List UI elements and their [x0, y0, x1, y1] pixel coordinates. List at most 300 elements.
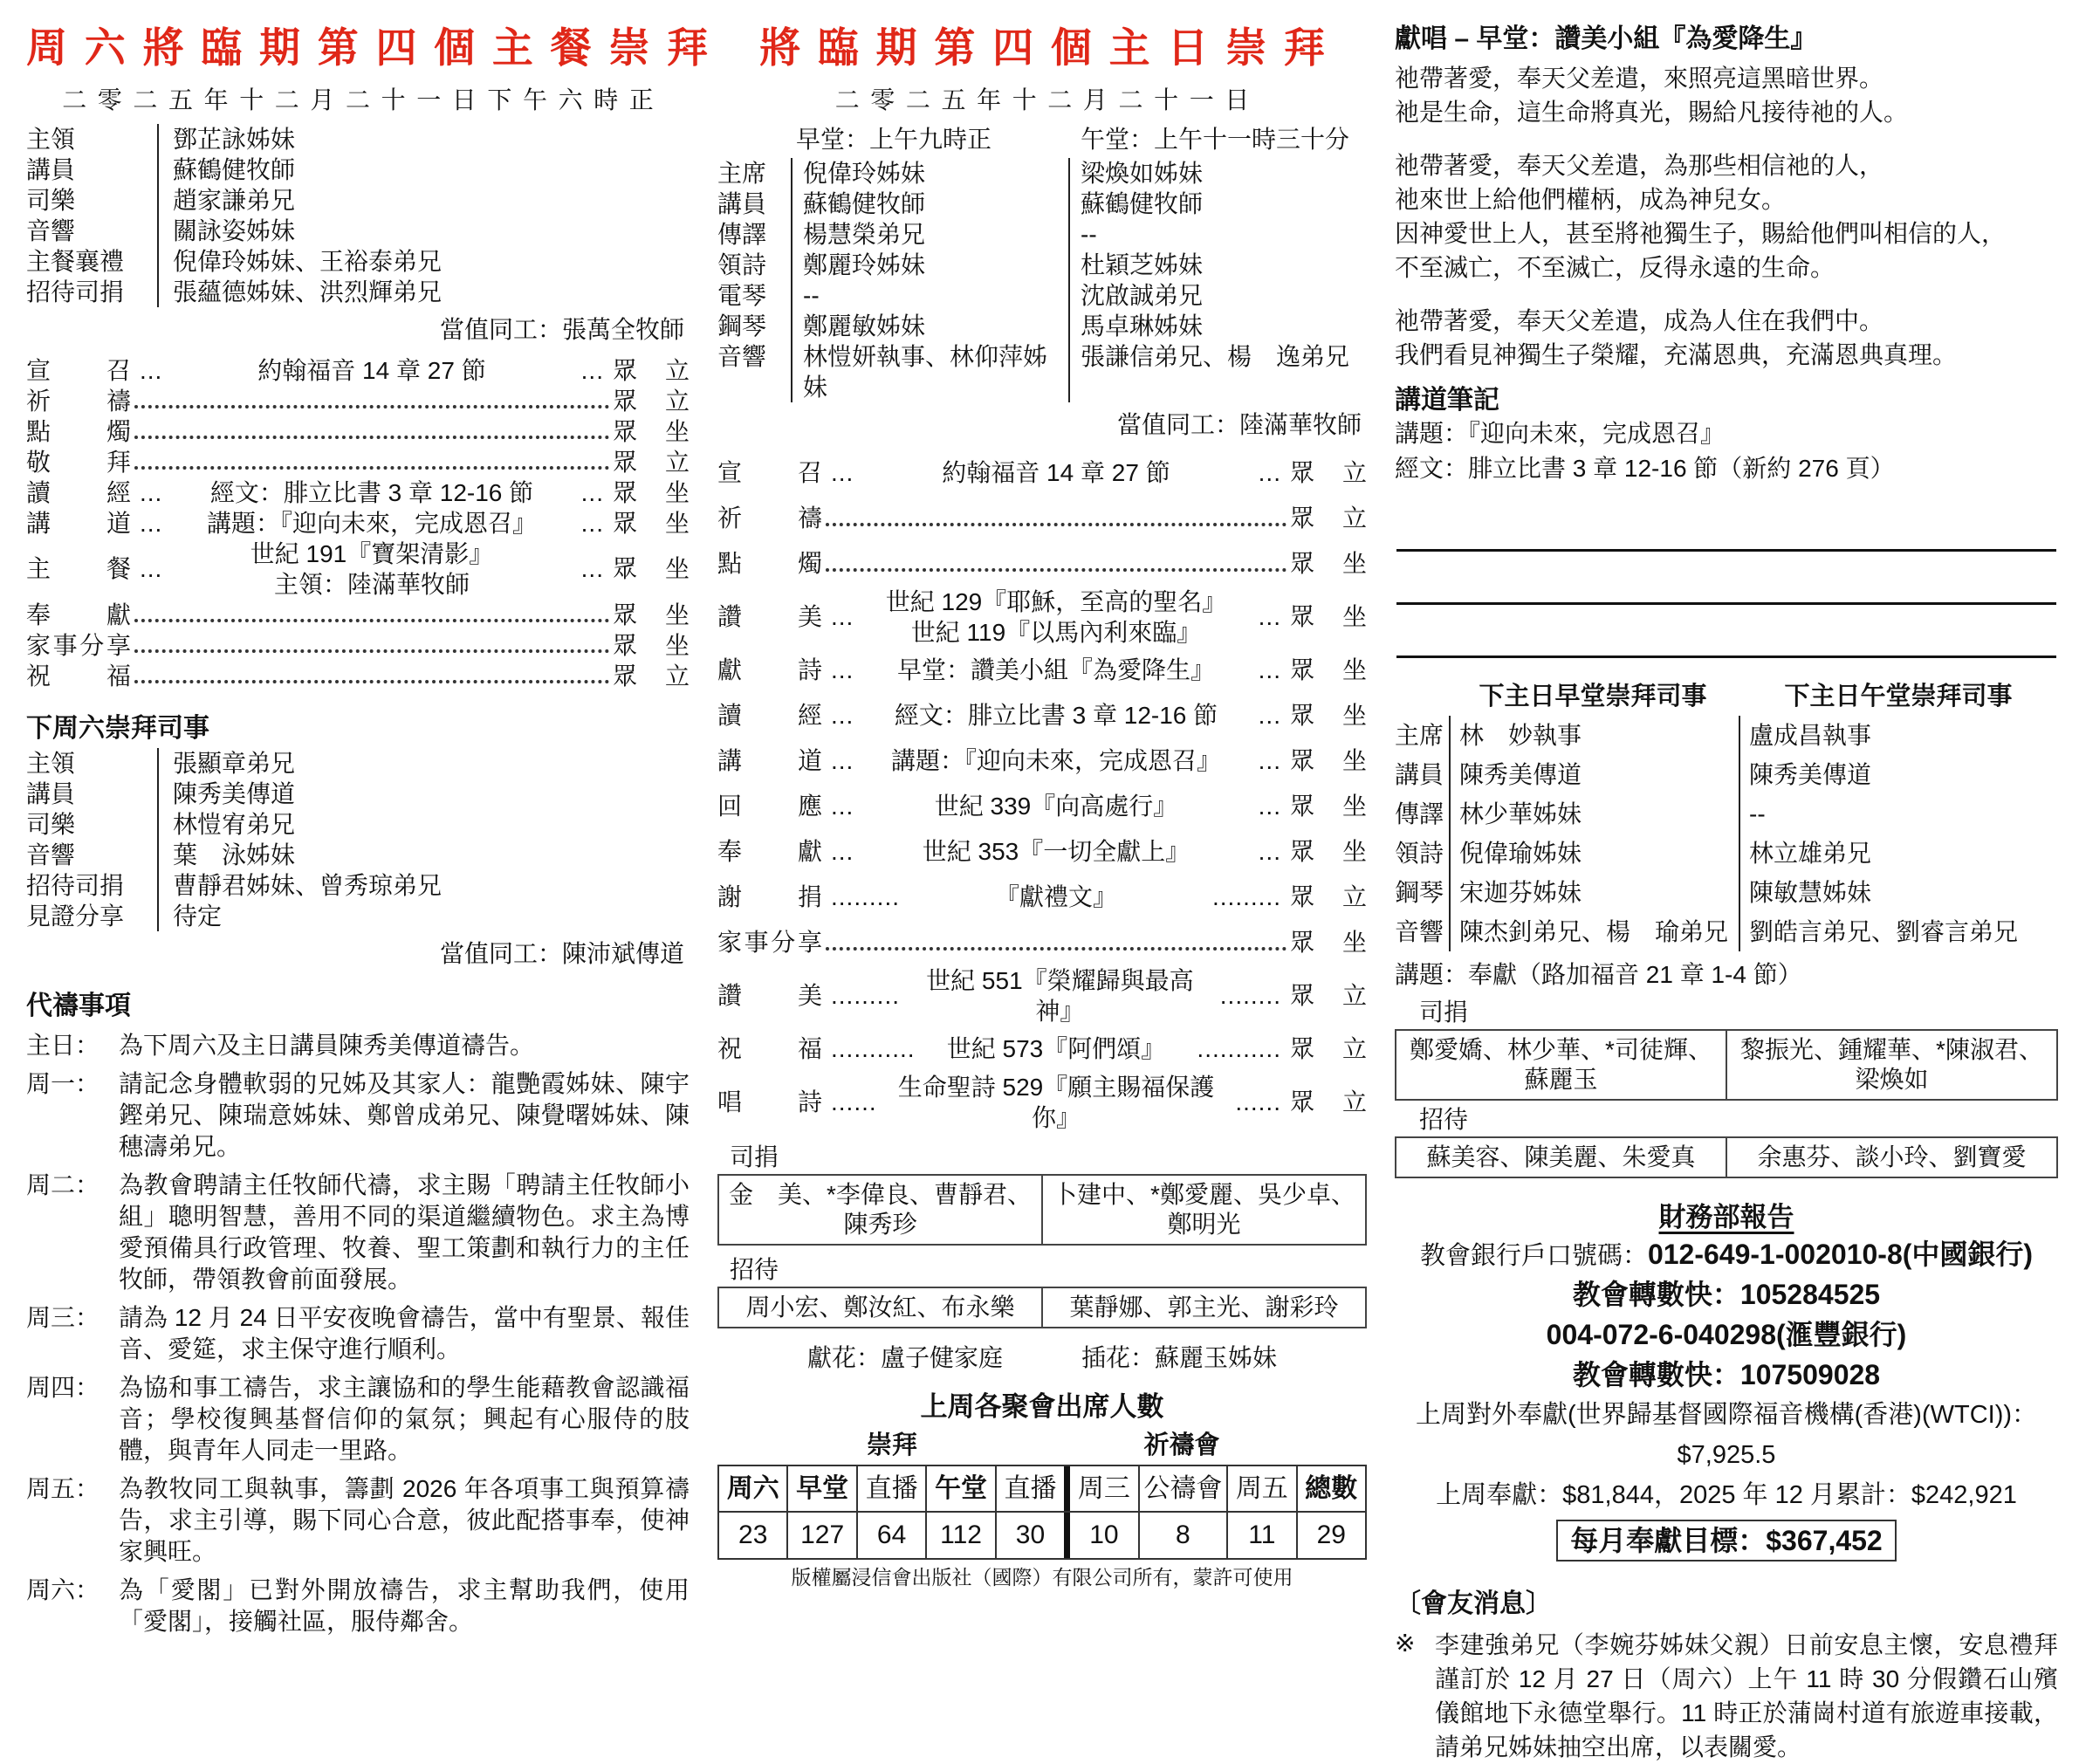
flower-arranger: 插花：蘇麗玉姊妹: [1081, 1343, 1278, 1371]
roster-value: 曹靜君姊妹、曾秀琼弟兄: [157, 870, 690, 901]
order-content-wrap: [862, 836, 1249, 867]
roster-row: [26, 870, 690, 901]
dotted-leader: [134, 662, 609, 683]
sunday-order-of-service: [717, 450, 1367, 1133]
roster-value-am: --: [791, 280, 1068, 311]
congregation-posture: 眾 坐: [1290, 747, 1367, 775]
morning-session-time: 早堂：上午九時正: [796, 125, 992, 153]
order-dots-left: ...: [140, 356, 163, 384]
congregation-posture: 眾 坐: [1290, 603, 1367, 631]
order-content-wrap: [131, 601, 613, 628]
order-item-label: 家事分享: [717, 929, 822, 957]
order-item-label: 家事分享: [26, 631, 131, 659]
order-content-wrap: [924, 1033, 1189, 1064]
order-item-label: 讚 美: [717, 603, 822, 631]
order-dots-left: ...: [831, 747, 854, 775]
next-sunday-am-header: 下主日早堂崇拜司事: [1479, 683, 1707, 710]
roster-label: 電琴: [717, 281, 767, 309]
order-dots-right: ...: [1258, 838, 1281, 866]
roster-value-am: 陳秀美傳道: [1449, 755, 1739, 794]
order-item-label: 唱 詩: [717, 1088, 822, 1116]
order-content-wrap: [131, 388, 613, 414]
roster-value-am: 林少華姊妹: [1449, 794, 1739, 834]
order-row: [717, 541, 1367, 587]
prayer-text: 為教牧同工與執事，籌劃 2026 年各項事工與預算禱告，求主引導，賜下同心合意，彼此配搭事奉，使神家興旺。: [119, 1474, 690, 1565]
prayer-day-label: 周一：: [26, 1069, 100, 1097]
prayer-text: 請記念身體軟弱的兄姊及其家人：龍艷霞姊妹、陳宇鏗弟兄、陳瑞意姊妹、鄭曾成弟兄、陳覺曙姊妹、陳穗濤弟兄。: [119, 1069, 690, 1160]
offering-stewards-table: [1395, 1029, 2058, 1101]
order-row: [26, 600, 690, 630]
order-row: [26, 630, 690, 661]
roster-label: 主領: [26, 750, 76, 778]
roster-value-am: 蘇鶴健牧師: [791, 189, 1068, 219]
finance-line: [1395, 1356, 2058, 1396]
order-dots-left: .........: [831, 982, 901, 1010]
roster-value-pm: 杜穎芝姊妹: [1068, 250, 1367, 280]
attendance-header-cell: 周六: [726, 1473, 779, 1503]
congregation-posture: 眾 坐: [613, 509, 690, 537]
order-dots-right: .........: [1211, 883, 1281, 911]
roster-row: [717, 311, 1367, 341]
prayer-text: 為教會聘請主任牧師代禱，求主賜「聘請主任牧師小組」聰明智慧，善用不同的渠道繼續物色。求主為博愛預備具行政管理、牧養、聖工策劃和執行力的主任牧師，帶領教會前面發展。: [119, 1170, 690, 1293]
attendance-header-cell: 直播: [856, 1466, 925, 1512]
copyright-note: 版權屬浸信會出版社（國際）有限公司所有，蒙許可使用: [791, 1565, 1293, 1589]
offering-stewards-label: 司捐: [730, 1143, 779, 1170]
news-marker: ※: [1395, 1629, 1416, 1657]
order-dots-right: ........: [1219, 982, 1281, 1010]
roster-label: 講員: [1395, 761, 1444, 789]
order-item-label: 講 道: [717, 747, 822, 775]
roster-label: 講員: [26, 780, 76, 808]
dotted-leader: [134, 388, 609, 408]
order-content-wrap: [886, 1072, 1227, 1133]
order-item-label: 敬 拜: [26, 448, 131, 476]
ushers-label: 招待: [1419, 1106, 1469, 1134]
order-content: 世紀 339『向高處行』: [934, 793, 1178, 820]
roster-label: 主席: [717, 159, 767, 187]
order-item-label: 點 燭: [717, 550, 822, 578]
order-item-label: 奉 獻: [717, 838, 822, 866]
roster-label: 傳譯: [1395, 800, 1444, 828]
roster-value: 鄧芷詠姊妹: [157, 124, 690, 154]
order-item-label: 祈 禱: [717, 504, 822, 532]
attendance-header-cell: 公禱會: [1138, 1466, 1226, 1512]
order-dots-right: ...: [1258, 747, 1281, 775]
congregation-posture: 眾 立: [613, 662, 690, 690]
prayer-text: 為協和事工禱告，求主讓協和的學生能藉教會認識福音；學校復興基督信仰的氣氛；興起有心服侍的肢體，與青年人同走一里路。: [119, 1373, 690, 1464]
saturday-service-column: [26, 23, 725, 1635]
finance-line: [1395, 1474, 2058, 1514]
order-item-label: 點 燭: [26, 417, 131, 445]
order-content-wrap: [131, 662, 613, 689]
order-dots-left: ...: [140, 555, 163, 583]
prayer-day-label: 周五：: [26, 1474, 100, 1502]
attendance-header-row: [719, 1466, 1365, 1512]
roster-row: [1395, 755, 2058, 794]
flowers-line: [717, 1342, 1367, 1373]
roster-value-pm: 沈啟誠弟兄: [1068, 280, 1367, 311]
order-content: 經文：腓立比書 3 章 12-16 節: [894, 702, 1218, 730]
notes-line: [1396, 552, 2056, 605]
order-item-label: 講 道: [26, 509, 131, 537]
order-dots-left: ...: [831, 603, 854, 631]
order-dots-right: ...: [580, 509, 604, 537]
saturday-title: 周六將臨期第四個主餐崇拜: [26, 24, 725, 71]
roster-row: [26, 809, 690, 840]
finance-line: [1395, 1275, 2058, 1315]
order-dots-left: ...: [140, 478, 163, 506]
order-dots-right: ...: [580, 478, 604, 506]
order-dots-left: ...: [831, 793, 854, 820]
order-item-label: 主 餐: [26, 555, 131, 583]
sermon-notes-header: 講道筆記: [1395, 385, 1499, 415]
lyric-line: 我們看見神獨生子榮耀，充滿恩典，充滿恩典真理。: [1395, 340, 1958, 368]
order-dots-left: ...: [831, 838, 854, 866]
order-dots-left: ...........: [831, 1035, 916, 1063]
roster-label: 主餐襄禮: [26, 247, 125, 275]
order-content-line2: 主領：陸滿華牧師: [273, 570, 470, 598]
order-content-wrap: [171, 508, 572, 539]
roster-label: 招待司捐: [26, 278, 125, 305]
congregation-posture: 眾 立: [613, 448, 690, 476]
roster-row: [26, 185, 690, 216]
roster-row: [717, 189, 1367, 219]
order-content: 世紀 191『寶架清影』: [250, 539, 494, 567]
congregation-posture: 眾 坐: [613, 601, 690, 628]
order-dots-right: ...: [580, 555, 604, 583]
roster-value-pm: 馬卓琳姊妹: [1068, 311, 1367, 341]
noon-session-time: 午堂：上午十一時三十分: [1081, 125, 1350, 153]
attendance-value-cell: 64: [856, 1513, 925, 1558]
order-dots-right: ......: [1235, 1088, 1281, 1116]
prayer-day-label: 主日：: [26, 1031, 100, 1059]
roster-label: 音響: [717, 342, 767, 370]
order-dots-left: ...: [140, 509, 163, 537]
order-content-wrap: [862, 745, 1249, 776]
order-dots-left: .........: [831, 883, 901, 911]
roster-label: 主席: [1395, 722, 1444, 750]
lyric-line: [1395, 285, 2058, 304]
order-row: [26, 355, 690, 386]
member-news: [1395, 1588, 2058, 1764]
roster-value: 陳秀美傳道: [157, 779, 690, 809]
roster-label: 主領: [26, 125, 76, 153]
order-dots-right: ...: [580, 356, 604, 384]
order-content-wrap: [822, 930, 1290, 956]
order-content-wrap: [909, 965, 1211, 1026]
next-sunday-pm-header: 下主日午堂崇拜司事: [1784, 683, 2013, 710]
roster-value-am: 倪偉瑜姊妹: [1449, 834, 1739, 873]
order-dots-right: ...: [1258, 656, 1281, 684]
dotted-leader: [826, 505, 1287, 526]
finance-line-value: 教會轉數快：107509028: [1572, 1359, 1881, 1390]
congregation-posture: 眾 立: [613, 387, 690, 415]
prayer-text: 請為 12 月 24 日平安夜晚會禱告，當中有聖景、報佳音、愛筵，求主保守進行順利。: [119, 1303, 690, 1362]
order-dots-left: ...: [831, 656, 854, 684]
finance-line-label: 上周對外奉獻(世界歸基督國際福音機構(香港)(WTCI))：$7,925.5: [1415, 1401, 2038, 1469]
notes-line: [1396, 498, 2056, 552]
saturday-roster: [26, 124, 690, 307]
roster-row: [1395, 794, 2058, 834]
roster-label: 見證分享: [26, 903, 125, 930]
order-row: [717, 496, 1367, 541]
order-dots-right: ...: [1258, 793, 1281, 820]
order-content-wrap: [862, 655, 1249, 685]
roster-row: [26, 277, 690, 307]
order-content: 講題：『迎向未來，完成恩召』: [890, 747, 1221, 775]
sunday-service-column: [717, 23, 1367, 1589]
finance-title: 財務部報告: [1658, 1202, 1794, 1233]
offering-stewards-cell: 鄭愛嬌、林少華、*司徒輝、蘇麗玉: [1410, 1036, 1712, 1094]
finance-line-value: 004-072-6-040298(滙豐銀行): [1546, 1319, 1907, 1350]
order-item-label: 獻 詩: [717, 656, 822, 684]
order-content: 約翰福音 14 章 27 節: [942, 459, 1170, 487]
roster-row: [1395, 873, 2058, 912]
congregation-posture: 眾 坐: [613, 478, 690, 506]
roster-row: [1395, 912, 2058, 951]
lyric-line: 祂帶著愛，奉天父差遣，來照亮這黑暗世界。: [1395, 64, 1884, 92]
ushers-label: 招待: [730, 1255, 779, 1283]
order-content-wrap: [171, 539, 572, 600]
order-item-label: 祝 福: [26, 662, 131, 690]
order-row: [26, 661, 690, 691]
order-content-wrap: [131, 632, 613, 658]
order-item-label: 讀 經: [717, 702, 822, 730]
congregation-posture: 眾 立: [1290, 883, 1367, 911]
finance-line: [1395, 1235, 2058, 1275]
order-row: [26, 539, 690, 600]
congregation-posture: 眾 立: [1290, 982, 1367, 1010]
order-row: [26, 416, 690, 447]
attendance-table: [717, 1465, 1367, 1560]
flower-donor: 獻花：盧子健家庭: [806, 1343, 1003, 1371]
roster-row: [26, 901, 690, 931]
attendance-value-cell: 10: [1064, 1513, 1137, 1558]
sermon-scripture: 經文：腓立比書 3 章 12-16 節（新約 276 頁）: [1395, 455, 1895, 482]
lyric-line: 祂來世上給他們權柄，成為神兒女。: [1395, 185, 1787, 213]
finance-line-value: 教會轉數快：105284525: [1572, 1279, 1881, 1310]
attendance-header-cell: 直播: [995, 1466, 1064, 1512]
next-sunday-headers: [1395, 681, 2058, 712]
order-dots-left: ......: [831, 1088, 877, 1116]
next-saturday-header: 下周六崇拜司事: [26, 713, 209, 743]
lyric-line: 不至滅亡，不至滅亡，反得永遠的生命。: [1395, 253, 1835, 281]
congregation-posture: 眾 立: [613, 356, 690, 384]
roster-label: 音響: [1395, 918, 1444, 946]
roster-label: 傳譯: [717, 220, 767, 248]
sermon-notes-lines: [1395, 498, 2058, 658]
order-item-label: 祝 福: [717, 1035, 822, 1063]
order-content: 世紀 353『一切全獻上』: [922, 838, 1190, 866]
roster-row: [26, 840, 690, 870]
roster-value-am: 林愷妍執事、林仰萍姊妹: [791, 341, 1068, 402]
attendance-value-cell: 11: [1226, 1513, 1295, 1558]
prayer-day-label: 周六：: [26, 1575, 100, 1603]
order-row: [26, 447, 690, 477]
lyric-line: [1395, 129, 2058, 148]
dotted-leader: [134, 601, 609, 622]
roster-value-pm: 梁煥如姊妹: [1068, 158, 1367, 189]
attendance-group-spacer: [1297, 1430, 1367, 1461]
dotted-leader: [134, 418, 609, 439]
duty-pastor-note: 當值同工：陸滿華牧師: [1116, 410, 1362, 438]
roster-value: 趙家謙弟兄: [157, 185, 690, 216]
roster-value: 倪偉玲姊妹、王裕泰弟兄: [157, 246, 690, 277]
roster-row: [26, 124, 690, 154]
roster-row: [26, 216, 690, 246]
order-dots-left: ...: [831, 702, 854, 730]
prayer-item: [26, 1068, 690, 1163]
order-row: [717, 829, 1367, 875]
roster-label: 音響: [26, 841, 76, 869]
next-saturday-roster: [26, 748, 690, 931]
roster-row: [26, 246, 690, 277]
congregation-posture: 眾 坐: [613, 631, 690, 659]
lyric-line: 祂帶著愛，奉天父差遣，為那些相信祂的人，: [1395, 151, 1884, 179]
roster-value: 林愷宥弟兄: [157, 809, 690, 840]
congregation-posture: 眾 坐: [1290, 656, 1367, 684]
order-content-wrap: [822, 551, 1290, 577]
order-content-wrap: [909, 882, 1204, 912]
roster-label: 講員: [26, 155, 76, 183]
prayer-item: [26, 1372, 690, 1466]
info-column: [1395, 23, 2058, 1761]
roster-row: [26, 154, 690, 185]
dotted-leader: [134, 449, 609, 470]
offering-stewards-cell: 黎振光、鍾耀華、*陳淑君、梁煥如: [1726, 1031, 2056, 1099]
order-row: [717, 965, 1367, 1026]
roster-value: 葉 泳姊妹: [157, 840, 690, 870]
prayer-text: 為下周六及主日講員陳秀美傳道禱告。: [119, 1031, 535, 1059]
order-content: 世紀 573『阿們頌』: [946, 1035, 1166, 1063]
prayer-items: [26, 1030, 690, 1637]
roster-row: [717, 250, 1367, 280]
congregation-posture: 眾 坐: [1290, 550, 1367, 578]
roster-label: 招待司捐: [26, 872, 125, 900]
order-dots-right: ...: [1258, 459, 1281, 487]
prayer-item: [26, 1302, 690, 1365]
attendance-value-cell: 23: [738, 1520, 768, 1550]
order-row: [26, 477, 690, 508]
order-content: 早堂：讚美小組『為愛降生』: [896, 656, 1215, 684]
order-row: [717, 587, 1367, 648]
prayer-text: 為「愛閣」已對外開放禱告，求主幫助我們，使用「愛閣」，接觸社區，服侍鄰舍。: [119, 1575, 690, 1635]
order-row: [717, 1072, 1367, 1133]
attendance-title: 上周各聚會出席人數: [920, 1390, 1164, 1422]
attendance-header-cell: 午堂: [925, 1466, 994, 1512]
roster-label: 鋼琴: [1395, 879, 1444, 907]
saturday-order-of-service: [26, 355, 690, 691]
roster-value-am: 倪偉玲姊妹: [791, 158, 1068, 189]
roster-value-pm: 盧成昌執事: [1739, 716, 2058, 755]
ushers-cell: 周小宏、鄭汝紅、布永樂: [745, 1293, 1015, 1321]
roster-value-pm: --: [1739, 794, 2058, 834]
roster-value: 張顯章弟兄: [157, 748, 690, 779]
sunday-roster: [717, 158, 1367, 402]
roster-row: [717, 341, 1367, 402]
order-dots-right: ...........: [1197, 1035, 1281, 1063]
finance-line-label: 上周奉獻：$81,844，2025 年 12 月累計：$242,921: [1436, 1481, 2017, 1509]
roster-value-am: 鄭麗敏姊妹: [791, 311, 1068, 341]
sunday-title: 將臨期第四個主日崇拜: [759, 24, 1342, 71]
attendance-group-worship: 崇拜: [866, 1431, 917, 1459]
roster-label: 司樂: [26, 811, 76, 839]
roster-value-am: 陳杰釗弟兄、楊 瑜弟兄: [1449, 912, 1739, 951]
order-dots-left: ...: [831, 459, 854, 487]
congregation-posture: 眾 坐: [613, 555, 690, 583]
ushers-cell: 葉靜娜、郭主光、謝彩玲: [1041, 1288, 1365, 1327]
finance-report: [1395, 1201, 2058, 1562]
roster-row: [717, 158, 1367, 189]
order-item-label: 宣 召: [26, 356, 131, 384]
offering-stewards-table: [717, 1174, 1367, 1246]
order-row: [717, 693, 1367, 738]
roster-value-pm: 陳秀美傳道: [1739, 755, 2058, 794]
roster-label: 音響: [26, 216, 76, 244]
roster-value-pm: 蘇鶴健牧師: [1068, 189, 1367, 219]
order-item-label: 讀 經: [26, 478, 131, 506]
order-content: 約翰福音 14 章 27 節: [257, 356, 486, 384]
order-row: [717, 784, 1367, 829]
attendance-group-headers: [717, 1430, 1367, 1461]
roster-value-am: 林 妙執事: [1449, 716, 1739, 755]
finance-line: [1395, 1396, 2058, 1474]
roster-value-am: 鄭麗玲姊妹: [791, 250, 1068, 280]
roster-label: 鋼琴: [717, 312, 767, 340]
attendance-header-cell: 周三: [1064, 1466, 1137, 1512]
roster-row: [717, 280, 1367, 311]
order-content: 生命聖詩 529『願主賜福保護你』: [897, 1073, 1215, 1131]
order-row: [717, 450, 1367, 496]
order-content-line2: 世紀 119『以馬內利來臨』: [910, 618, 1202, 646]
prayer-item: [26, 1170, 690, 1295]
lyric-line: 因神愛世上人，甚至將祂獨生子，賜給他們叫相信的人，: [1395, 219, 2007, 247]
roster-value-am: 楊慧榮弟兄: [791, 219, 1068, 250]
roster-value-pm: 張謙信弟兄、楊 逸弟兄: [1068, 341, 1367, 402]
dotted-leader: [826, 551, 1287, 572]
attendance-value-row: [719, 1511, 1365, 1558]
roster-value-pm: 陳敏慧姊妹: [1739, 873, 2058, 912]
congregation-posture: 眾 立: [1290, 459, 1367, 487]
order-item-label: 謝 捐: [717, 883, 822, 911]
offering-stewards-cell: 金 美、*李偉良、曹靜君、陳秀珍: [729, 1180, 1032, 1238]
next-sunday-roster: [1395, 716, 2058, 951]
finance-line: [1395, 1315, 2058, 1356]
lyric-line: 祂是生命，這生命將真光，賜給凡接待祂的人。: [1395, 98, 1909, 126]
attendance-header-cell: 早堂: [786, 1466, 855, 1512]
prayer-item: [26, 1575, 690, 1637]
order-item-label: 奉 獻: [26, 601, 131, 628]
attendance-value-cell: 30: [995, 1513, 1064, 1558]
sunday-date: 二零二五年十二月二十一日: [834, 86, 1260, 113]
order-content: 世紀 129『耶穌，至高的聖名』: [885, 587, 1227, 615]
order-item-label: 宣 召: [717, 459, 822, 487]
finance-line-label: 教會銀行戶口號碼：: [1419, 1242, 1648, 1270]
order-row: [717, 875, 1367, 920]
congregation-posture: 眾 坐: [1290, 702, 1367, 730]
roster-row: [26, 748, 690, 779]
news-text: 李建強弟兄（李婉芬姊妹父親）日前安息主懷，安息禮拜謹訂於 12 月 27 日（周六）上午 11 時 30 分假鑽石山殯儀館地下永德堂舉行。11 時正於蒲崗村道有旅遊車接載，請弟兄姊妹抽空出席，以表關愛。: [1435, 1630, 2058, 1761]
roster-label: 領詩: [717, 251, 767, 278]
order-content-wrap: [171, 355, 572, 386]
order-content: 經文：腓立比書 3 章 12-16 節: [209, 478, 534, 506]
dotted-leader: [826, 930, 1287, 951]
roster-value: 關詠姿姊妹: [157, 216, 690, 246]
order-dots-right: ...: [1258, 702, 1281, 730]
ushers-cell: 蘇美容、陳美麗、朱愛真: [1426, 1143, 1696, 1171]
ushers-cell: 余惠芬、談小玲、劉寶愛: [1726, 1138, 2056, 1177]
order-row: [717, 1026, 1367, 1072]
